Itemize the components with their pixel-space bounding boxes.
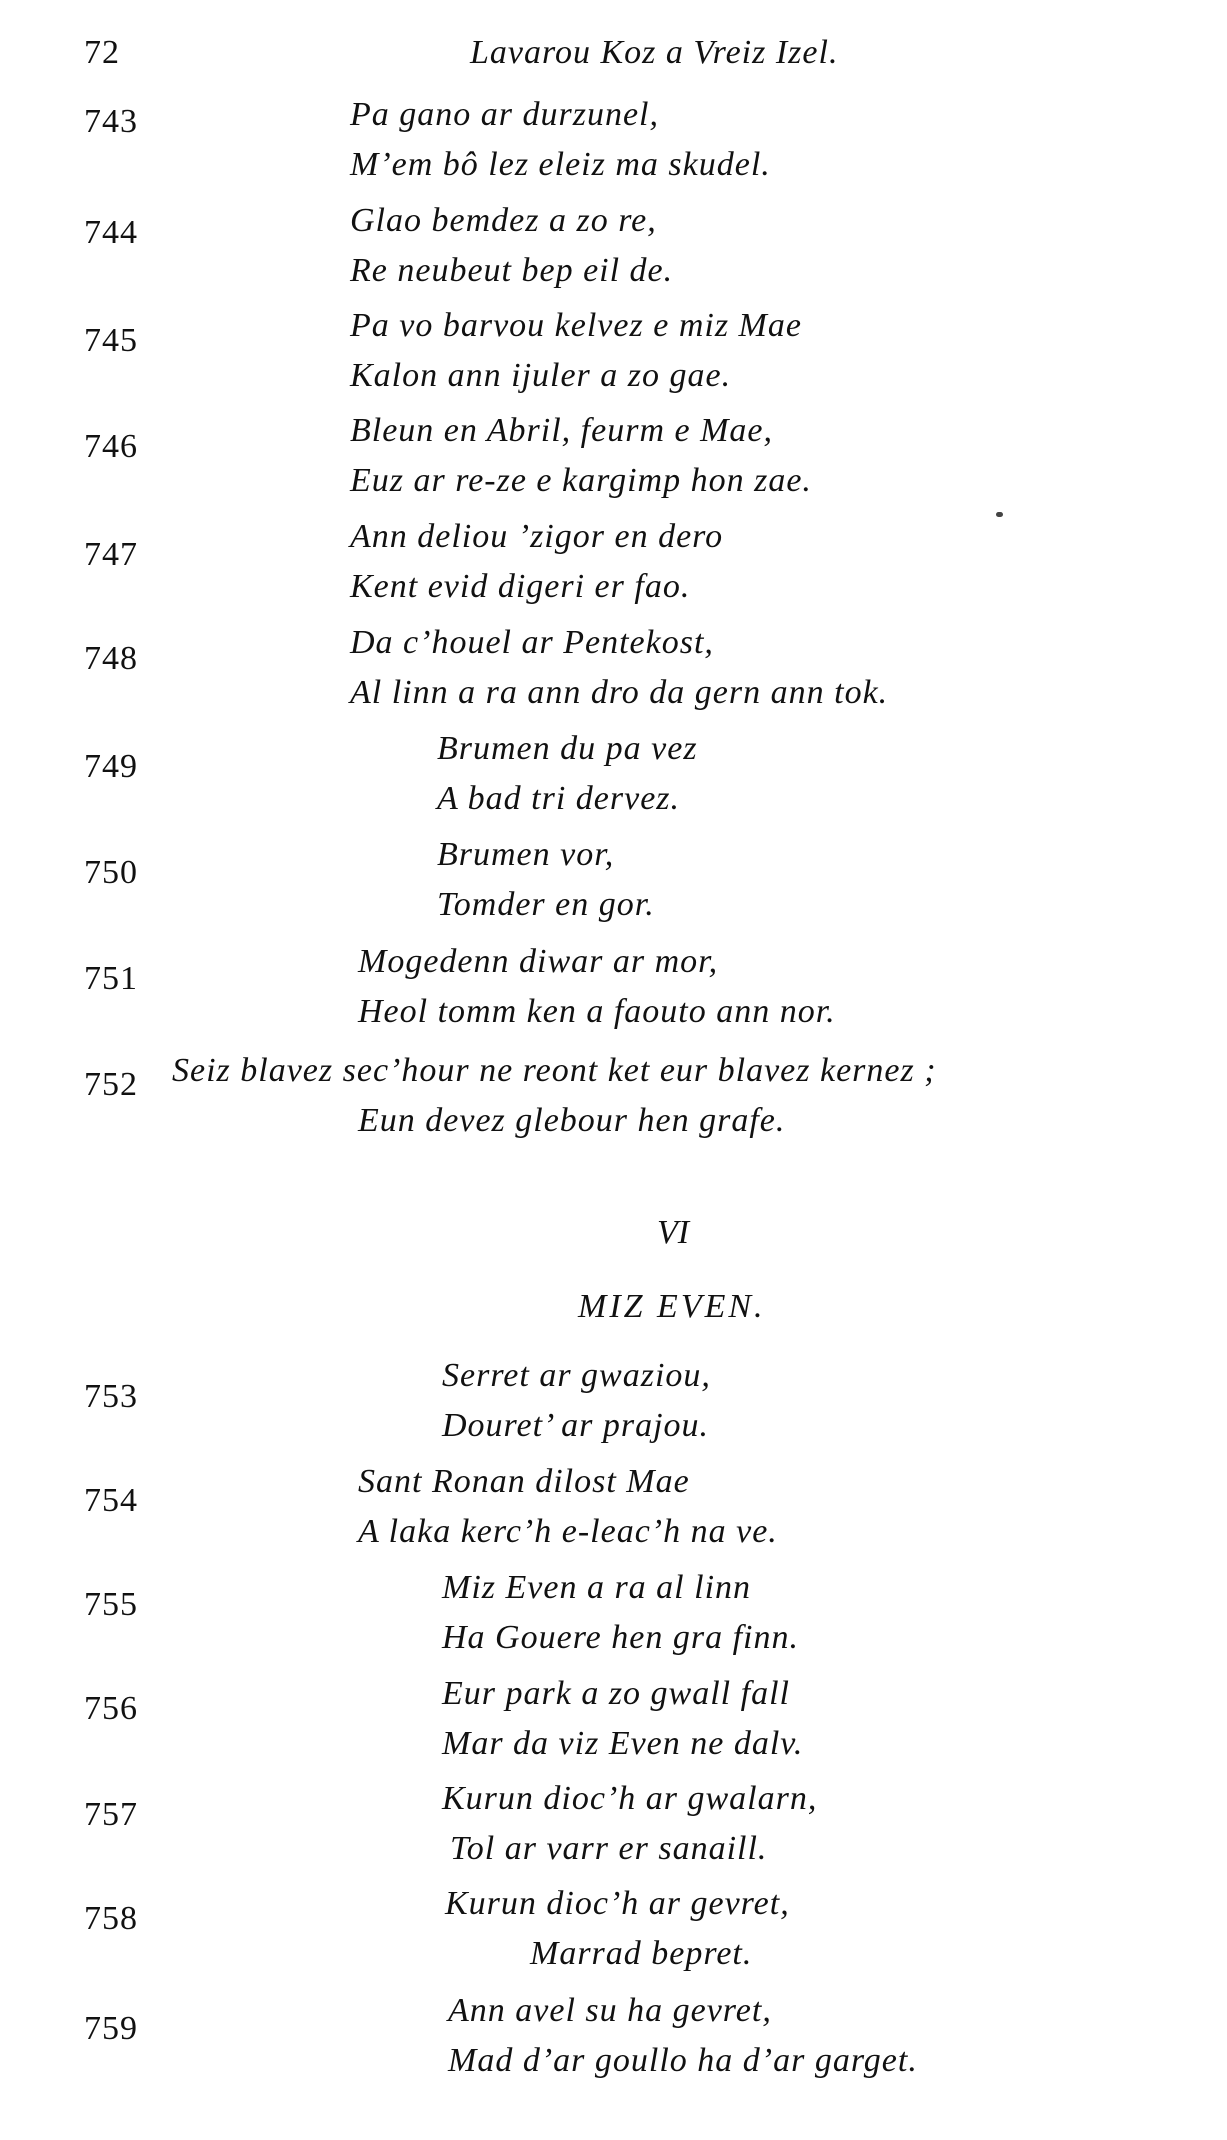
proverb-line: Ann deliou ’zigor en dero: [350, 518, 724, 555]
entry-number: 754: [84, 1482, 138, 1519]
proverb-line: Seiz blavez sec’hour ne reont ket eur blavez kernez ;: [172, 1052, 937, 1089]
proverb-line: Serret ar gwaziou,: [442, 1357, 711, 1394]
proverb-line: Kalon ann ijuler a zo gae.: [350, 357, 732, 394]
running-title: Lavarou Koz a Vreiz Izel.: [470, 34, 839, 71]
ink-speck: [996, 512, 1003, 517]
proverb-line: Heol tomm ken a faouto ann nor.: [358, 993, 836, 1030]
proverb-line: A bad tri dervez.: [437, 780, 681, 817]
proverb-line: Al linn a ra ann dro da gern ann tok.: [350, 674, 889, 711]
proverb-line: Eun devez glebour hen grafe.: [358, 1102, 786, 1139]
entry-number: 750: [84, 854, 138, 891]
entry-number: 752: [84, 1066, 138, 1103]
proverb-line: Mad d’ar goullo ha d’ar garget.: [448, 2042, 918, 2079]
page-number: 72: [84, 34, 120, 71]
proverb-line: Sant Ronan dilost Mae: [358, 1463, 690, 1500]
entry-number: 759: [84, 2010, 138, 2047]
entry-number: 753: [84, 1378, 138, 1415]
entry-number: 746: [84, 428, 138, 465]
entry-number: 758: [84, 1900, 138, 1937]
proverb-line: Brumen vor,: [437, 836, 615, 873]
proverb-line: Kurun dioc’h ar gevret,: [445, 1885, 790, 1922]
proverb-line: Douret’ ar prajou.: [442, 1407, 710, 1444]
proverb-line: Kurun dioc’h ar gwalarn,: [442, 1780, 818, 1817]
entry-number: 747: [84, 536, 138, 573]
proverb-line: Miz Even a ra al linn: [442, 1569, 752, 1606]
section-title: MIZ EVEN.: [578, 1288, 766, 1325]
proverb-line: Glao bemdez a zo re,: [350, 202, 657, 239]
proverb-line: A laka kerc’h e-leac’h na ve.: [358, 1513, 778, 1550]
entry-number: 757: [84, 1796, 138, 1833]
proverb-line: Eur park a zo gwall fall: [442, 1675, 790, 1712]
proverb-line: Brumen du pa vez: [437, 730, 698, 767]
proverb-line: Re neubeut bep eil de.: [350, 252, 674, 289]
entry-number: 749: [84, 748, 138, 785]
proverb-line: Kent evid digeri er fao.: [350, 568, 691, 605]
section-number: VI: [657, 1214, 690, 1251]
proverb-line: Marrad bepret.: [530, 1935, 753, 1972]
proverb-line: Mogedenn diwar ar mor,: [358, 943, 719, 980]
entry-number: 756: [84, 1690, 138, 1727]
entry-number: 744: [84, 214, 138, 251]
proverb-line: Mar da viz Even ne dalv.: [442, 1725, 804, 1762]
entry-number: 743: [84, 103, 138, 140]
entry-number: 755: [84, 1586, 138, 1623]
proverb-line: Da c’houel ar Pentekost,: [350, 624, 714, 661]
entry-number: 751: [84, 960, 138, 997]
entry-number: 748: [84, 640, 138, 677]
proverb-line: Pa gano ar durzunel,: [350, 96, 659, 133]
proverb-line: Euz ar re-ze e kargimp hon zae.: [350, 462, 812, 499]
proverb-line: Bleun en Abril, feurm e Mae,: [350, 412, 774, 449]
entry-number: 745: [84, 322, 138, 359]
proverb-line: Pa vo barvou kelvez e miz Mae: [350, 307, 802, 344]
proverb-line: Ha Gouere hen gra finn.: [442, 1619, 799, 1656]
proverb-line: Ann avel su ha gevret,: [448, 1992, 772, 2029]
proverb-line: Tomder en gor.: [437, 886, 655, 923]
proverb-line: M’em bô lez eleiz ma skudel.: [350, 146, 771, 183]
proverb-line: Tol ar varr er sanaill.: [450, 1830, 768, 1867]
